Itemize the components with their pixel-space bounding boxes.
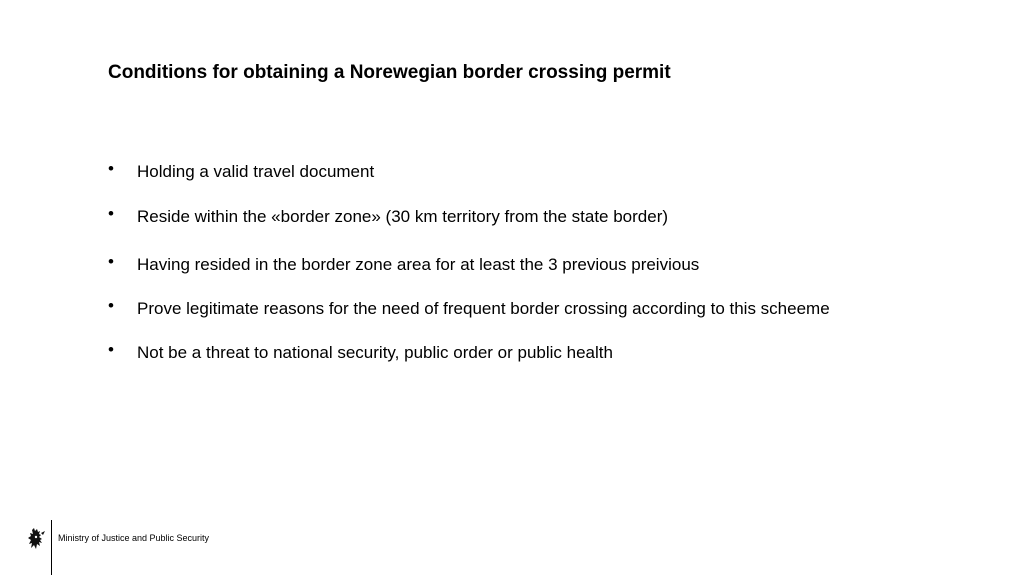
bullet-marker: • [108,296,114,315]
bullet-marker: • [108,159,114,178]
bullet-text: Holding a valid travel document [137,162,375,181]
footer-organization: Ministry of Justice and Public Security [58,533,210,543]
bullet-marker: • [108,204,114,223]
bullet-text: Not be a threat to national security, public order or public health [137,343,613,362]
bullet-text: Prove legitimate reasons for the need of frequent border crossing according to this scheeme [137,299,830,318]
bullet-text: Reside within the «border zone» (30 km territory from the state border) [137,207,669,226]
bullet-text: Having resided in the border zone area for at least the 3 previous preivious [137,255,700,274]
bullet-marker: • [108,340,114,359]
slide-title: Conditions for obtaining a Norewegian border crossing permit [108,62,671,83]
bullet-marker: • [108,252,114,271]
norwegian-lion-coat-of-arms-icon [28,528,46,550]
footer-divider [51,520,52,575]
